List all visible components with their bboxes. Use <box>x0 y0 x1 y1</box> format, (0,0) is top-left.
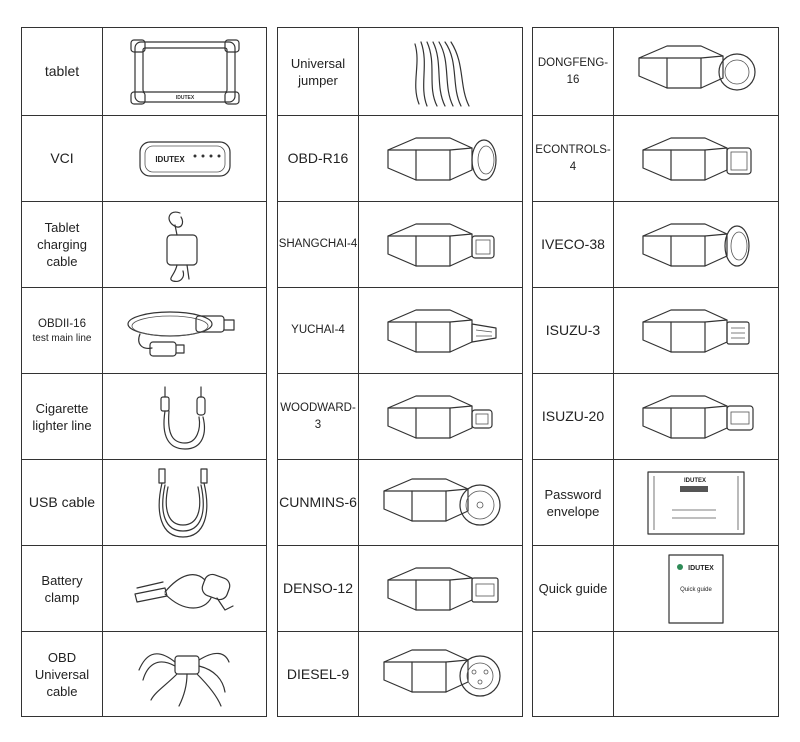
universal-cable-icon <box>103 632 267 717</box>
accessory-table-3 <box>532 27 779 717</box>
jumper-wires-icon <box>359 28 523 116</box>
item-label-obd-universal-cable: OBD Universal cable <box>22 632 103 717</box>
rect-connector-icon <box>359 546 523 632</box>
item-label-universal-jumper: Universal jumper <box>278 28 359 116</box>
item-label-woodward-3: WOODWARD-3 <box>278 374 359 460</box>
empty-label-cell <box>533 632 614 717</box>
round-connector-icon <box>614 28 779 116</box>
item-label-battery-clamp: Battery clamp <box>22 546 103 632</box>
item-label-quick-guide: Quick guide <box>533 546 614 632</box>
item-label-econtrols-4: ECONTROLS-4 <box>533 116 614 202</box>
round-connector-icon <box>614 202 779 288</box>
item-label-charging-cable: Tablet charging cable <box>22 202 103 288</box>
flat-connector-icon <box>614 288 779 374</box>
accessory-table-2 <box>277 27 523 717</box>
item-label-tablet: tablet <box>22 28 103 116</box>
vci-device-icon <box>103 116 267 202</box>
item-label-obdii-16: OBDII-16 test main line <box>22 288 103 374</box>
item-label-denso-12: DENSO-12 <box>278 546 359 632</box>
item-label-vci: VCI <box>22 116 103 202</box>
square-connector-icon <box>359 374 523 460</box>
empty-image-cell <box>614 632 779 717</box>
round-connector-icon <box>359 460 523 546</box>
charger-icon <box>103 202 267 288</box>
item-label-isuzu-20: ISUZU-20 <box>533 374 614 460</box>
tablet-icon <box>103 28 267 116</box>
item-label-usb-cable: USB cable <box>22 460 103 546</box>
obd-main-cable-icon <box>103 288 267 374</box>
accessory-table-1 <box>21 27 267 717</box>
item-label-password-envelope: Password envelope <box>533 460 614 546</box>
item-label-dongfeng-16: DONGFENG-16 <box>533 28 614 116</box>
envelope-icon <box>614 460 779 546</box>
round-connector-icon <box>359 632 523 717</box>
rect-connector-icon <box>614 374 779 460</box>
item-label-yuchai-4: YUCHAI-4 <box>278 288 359 374</box>
usb-cable-icon <box>103 460 267 546</box>
svg-text:IDUTEX: IDUTEX <box>175 94 194 101</box>
item-label-obd-r16: OBD-R16 <box>278 116 359 202</box>
round-connector-icon <box>359 116 523 202</box>
quick-guide-booklet-icon <box>614 546 779 632</box>
svg-text:Quick guide: Quick guide <box>680 586 712 593</box>
flat-connector-icon <box>359 288 523 374</box>
item-label-cigarette-lighter: Cigarette lighter line <box>22 374 103 460</box>
svg-text:IDUTEX: IDUTEX <box>684 477 707 484</box>
cigarette-lighter-cable-icon <box>103 374 267 460</box>
item-label-iveco-38: IVECO-38 <box>533 202 614 288</box>
item-label-cunmins-6: CUNMINS-6 <box>278 460 359 546</box>
item-label-isuzu-3: ISUZU-3 <box>533 288 614 374</box>
item-label-shangchai-4: SHANGCHAI-4 <box>278 202 359 288</box>
square-connector-icon <box>614 116 779 202</box>
svg-text:IDUTEX: IDUTEX <box>688 564 714 572</box>
battery-clamp-icon <box>103 546 267 632</box>
item-label-diesel-9: DIESEL-9 <box>278 632 359 717</box>
square-connector-icon <box>359 202 523 288</box>
svg-text:IDUTEX: IDUTEX <box>154 154 185 164</box>
